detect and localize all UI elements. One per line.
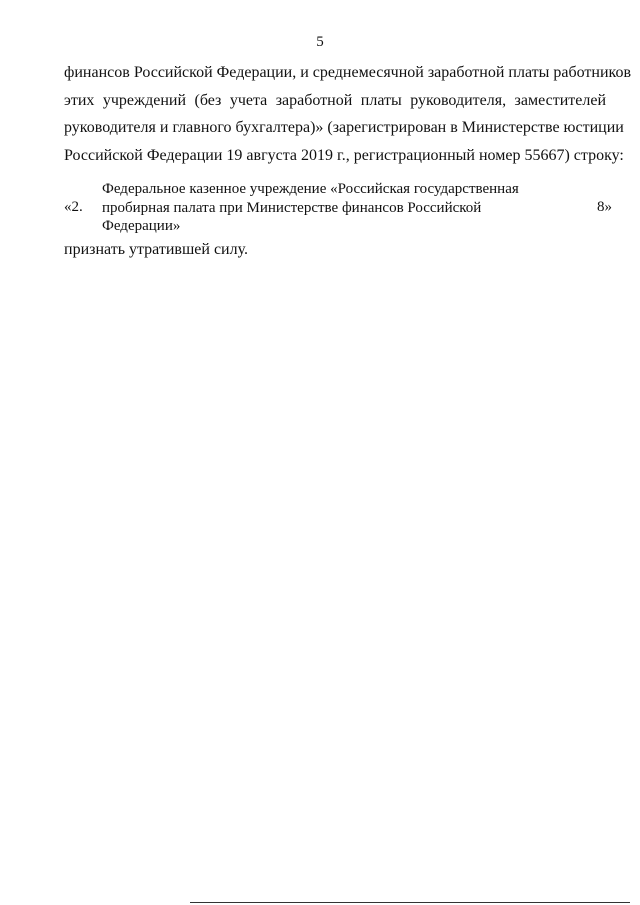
row-name-line: Федеральное казенное учреждение «Российская государственная [102,181,519,197]
closing-text: признать утратившей силу. [64,241,248,258]
row-number: «2. [64,199,83,215]
quoted-table-row [64,180,612,236]
page-number: 5 [316,34,324,50]
paragraph-line: Российской Федерации 19 августа 2019 г., регистрационный номер 55667) строку: [64,146,624,164]
row-name-line: Федерации» [102,218,181,234]
row-name-line: пробирная палата при Министерстве финансов Российской [102,199,482,216]
row-value: 8» [597,199,612,215]
paragraph-line: этих учреждений (без учета заработной платы руководителя, заместителей [64,91,606,109]
scan-edge-line [190,902,630,903]
row-institution-name [102,180,522,236]
body-paragraph [64,59,632,169]
paragraph-line: финансов Российской Федерации, и среднемесячной заработной платы работников [64,64,632,81]
paragraph-line: руководителя и главного бухгалтера)» (зарегистрирован в Министерстве юстиции [64,119,624,136]
